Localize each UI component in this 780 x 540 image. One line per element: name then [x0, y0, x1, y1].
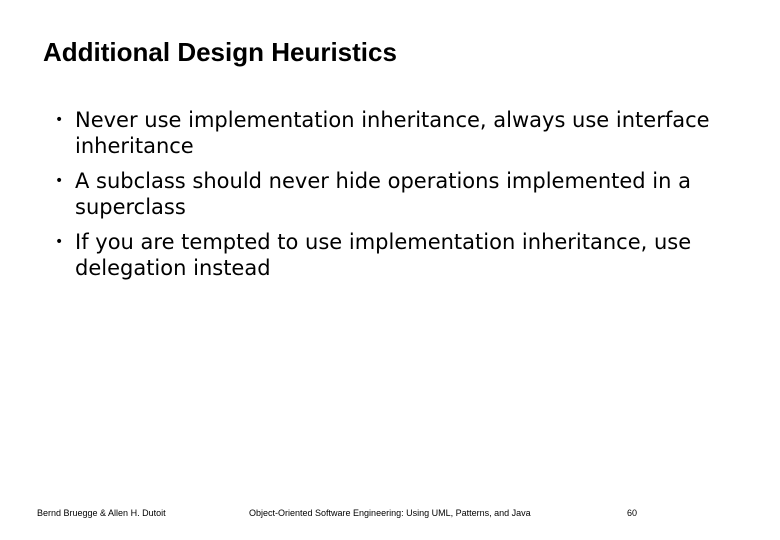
- footer-authors: Bernd Bruegge & Allen H. Dutoit: [37, 508, 166, 518]
- footer-page-number: 60: [627, 508, 638, 518]
- bullet-list: [55, 107, 755, 290]
- bullet-item: [55, 107, 755, 159]
- slide-title: Additional Design Heuristics: [43, 37, 397, 67]
- bullet-icon: •: [55, 234, 64, 250]
- bullet-text: If you are tempted to use implementation inheritance, use delegation instead: [75, 230, 692, 280]
- bullet-text: A subclass should never hide operations implemented in a superclass: [75, 169, 691, 219]
- bullet-text: Never use implementation inheritance, always use interface inheritance: [75, 108, 710, 158]
- bullet-item: [55, 168, 755, 220]
- bullet-icon: •: [55, 112, 64, 128]
- bullet-icon: •: [55, 173, 64, 189]
- footer-book-title: Object-Oriented Software Engineering: Using UML, Patterns, and Java: [249, 508, 531, 518]
- bullet-item: [55, 229, 755, 281]
